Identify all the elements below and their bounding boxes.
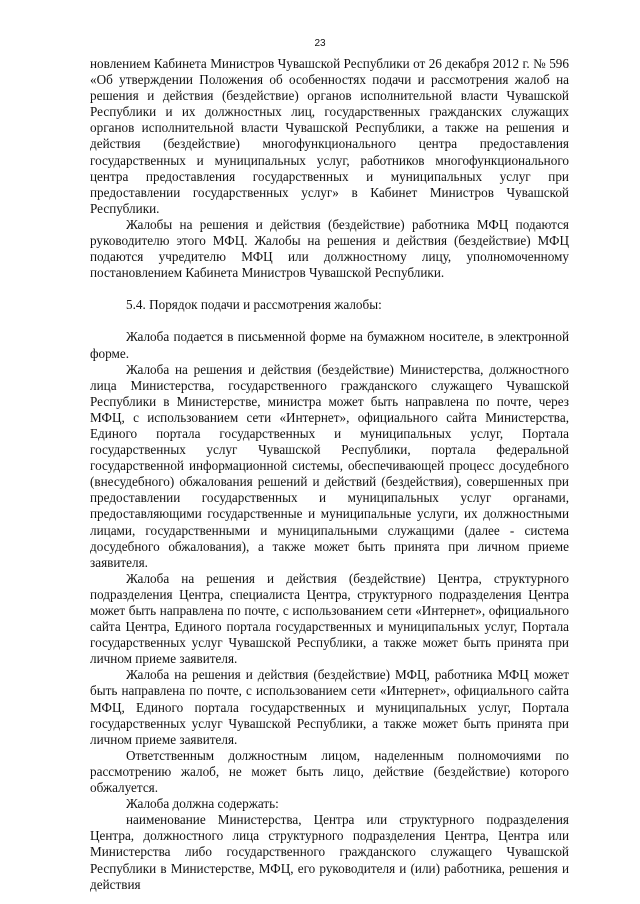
paragraph-ministry-complaint: Жалоба на решения и действия (бездействие) Министерства, должностного лица Министерства, государственного гражданского служащего Чувашской Республики в Министерстве, министра может быть направлена по почте, через МФЦ, с использованием сети «Интернет», официального сайта Министерства, Единого портала государственных и муниципальных услуг, Портала государственных услуг Чувашской Республики, портала федеральной государственной информационной системы, обеспечивающей процесс досудебного (внесудебного) обжалования решений и действий (бездействия), совершенных при предоставлении государственных и муниципальных услуг органами, предоставляющими государственные и муниципальные услуги, их должностными лицами, государственными и муниципальными служащими (далее - система досудебного обжалования), а также может быть принята при личном приеме заявителя. <box>90 361 569 570</box>
paragraph-written-form: Жалоба подается в письменной форме на бумажном носителе, в электронной форме. <box>90 329 569 361</box>
paragraph-continuation: новлением Кабинета Министров Чувашской Республики от 26 декабря 2012 г. № 596 «Об утверждении Положения об особенностях подачи и рассмотрения жалоб на решения и действия (бездействие) органов исполнительной власти Чувашской Республики и их должностных лиц, государственных гражданских служащих органов исполнительной власти Чувашской Республики, а также на решения и действия (бездействие) многофункционального центра предоставления государственных и муниципальных услуг, работников многофункционального центра предоставления государственных и муниципальных услуг при предоставлении государственных услуг» в Кабинет Министров Чувашской Республики. <box>90 56 569 216</box>
paragraph-complaint-contents: Жалоба должна содержать: <box>126 796 279 812</box>
paragraph-mfc-complaints: Жалобы на решения и действия (бездействие) работника МФЦ подаются руководителю этого МФЦ. Жалобы на решения и действия (бездействие) МФЦ подаются учредителю МФЦ или должностному лицу, уполномоченному постановлением Кабинета Министров Чувашской Республики. <box>90 216 569 281</box>
page-number: 23 <box>314 38 326 49</box>
paragraph-mfc-complaint: Жалоба на решения и действия (бездействие) МФЦ, работника МФЦ может быть направлена по почте, с использованием сети «Интернет», официального сайта МФЦ, Единого портала государственных и муниципальных услуг, Портала государственных услуг Чувашской Республики, а также может быть принята при личном приеме заявителя. <box>90 667 569 747</box>
paragraph-name-of-authority: наименование Министерства, Центра или структурного подразделения Центра, должностного лица структурного подразделения Центра, Центра или Министерства либо государственного гражданского служащего Чувашской Республики в Министерстве, МФЦ, его руководителя и (или) работника, решения и действия <box>90 812 569 892</box>
section-heading-5-4: 5.4. Порядок подачи и рассмотрения жалобы: <box>126 297 382 313</box>
paragraph-responsible-official: Ответственным должностным лицом, наделенным полномочиями по рассмотрению жалоб, не может быть лицо, действие (бездействие) которого обжалуется. <box>90 747 569 796</box>
paragraph-center-complaint: Жалоба на решения и действия (бездействие) Центра, структурного подразделения Центра, специалиста Центра, структурного подразделения Центра может быть направлена по почте, с использованием сети «Интернет», официального сайта Центра, Единого портала государственных и муниципальных услуг, Портала государственных услуг Чувашской Республики, а также может быть принята при личном приеме заявителя. <box>90 570 569 667</box>
document-body <box>90 56 569 893</box>
